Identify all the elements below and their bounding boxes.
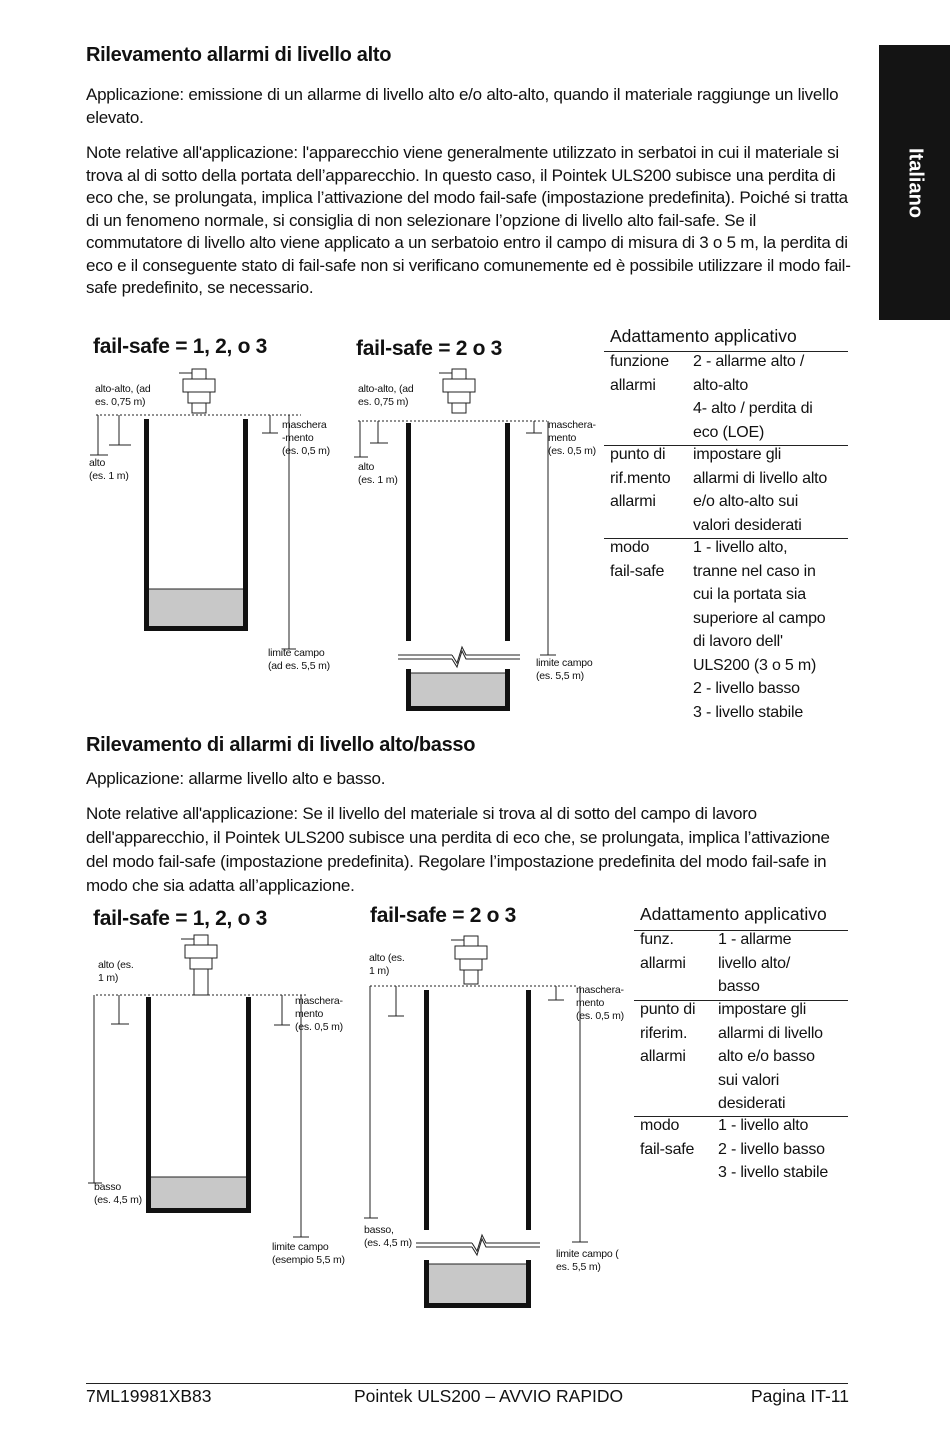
section2-note: Note relative all'applicazione: Se il livello del materiale si trova al di sotto del campo di lavoro dell'apparecchio, il Pointek ULS200 subisce una perdita di eco che, se prolungata, implica l’attivazione del modo fail-safe (impostazione predefinita). Regolare l’impostazione predefinita del modo fail-safe in modo che sia adatta all’applicazione.: [86, 804, 830, 895]
label-basso: basso, (es. 4,5 m): [364, 1224, 412, 1249]
label-alto-alto: alto-alto, (ad es. 0,75 m): [358, 383, 414, 408]
label-mascheramento: maschera- mento (es. 0,5 m): [576, 984, 624, 1022]
label-limite-campo: limite campo (esempio 5,5 m): [272, 1241, 345, 1266]
table2-row2-value: impostare gli allarmi di livello alto e/o basso sui valori desiderati: [718, 1001, 823, 1112]
section1-heading: Rilevamento allarmi di livello alto: [86, 44, 392, 66]
label-alto: alto (es. 1 m): [89, 457, 129, 482]
table1-title: Adattamento applicativo: [610, 326, 797, 346]
diagram-1a: [86, 333, 346, 713]
label-limite-campo: limite campo ( es. 5,5 m): [556, 1248, 619, 1273]
diagram-1b-title: fail-safe = 2 o 3: [356, 337, 503, 360]
table1-row1-key: funzione allarmi: [610, 353, 669, 394]
diagram-2b-title: fail-safe = 2 o 3: [370, 904, 517, 927]
diagram-1a-title: fail-safe = 1, 2, o 3: [93, 335, 268, 358]
section1-applicazione: Applicazione: emissione di un allarme di livello alto e/o alto-alto, quando il materiale raggiunge un livello elevato.: [86, 85, 839, 127]
footer-page-number: Pagina IT-11: [751, 1386, 849, 1406]
label-limite-campo: limite campo (es. 5,5 m): [536, 657, 593, 682]
table2-row3-key: modo fail-safe: [640, 1117, 695, 1158]
footer-title: Pointek ULS200 – AVVIO RAPIDO: [354, 1386, 624, 1406]
label-mascheramento: maschera- mento (es. 0,5 m): [548, 419, 596, 457]
diagram-2a: [86, 903, 356, 1283]
table2-row3-value: 1 - livello alto 2 - livello basso 3 - livello stabile: [718, 1117, 829, 1181]
table2-row2-key: punto di riferim. allarmi: [640, 1001, 696, 1065]
language-tab: [879, 45, 950, 320]
section2-heading: Rilevamento di allarmi di livello alto/basso: [86, 734, 476, 756]
table1-row2-key: punto di rif.mento allarmi: [610, 446, 671, 510]
table2-row1-key: funz. allarmi: [640, 931, 686, 972]
table1-row3-key: modo fail-safe: [610, 539, 665, 580]
footer-doc-code: 7ML19981XB83: [86, 1386, 212, 1406]
table2-title: Adattamento applicativo: [640, 904, 827, 924]
footer-rule: [86, 1383, 848, 1384]
table1-row1-value: 2 - allarme alto / alto-alto 4- alto / perdita di eco (LOE): [693, 353, 813, 441]
label-basso: basso (es. 4,5 m): [94, 1181, 142, 1206]
table1-row3-value: 1 - livello alto, tranne nel caso in cui la portata sia superiore al campo di lavoro dell' ULS200 (3 o 5 m) 2 - livello basso 3 - livello stabile: [693, 539, 826, 721]
label-alto-alto: alto-alto, (ad es. 0,75 m): [95, 383, 151, 408]
table1-row2-value: impostare gli allarmi di livello alto e/o alto-alto sui valori desiderati: [693, 446, 828, 534]
diagram-2b: [360, 900, 630, 1310]
diagram-2a-title: fail-safe = 1, 2, o 3: [93, 907, 268, 930]
language-tab-label: Italiano: [904, 147, 927, 219]
label-mascheramento: maschera -mento (es. 0,5 m): [282, 419, 330, 457]
label-alto: alto (es. 1 m): [98, 959, 134, 984]
label-mascheramento: maschera- mento (es. 0,5 m): [295, 995, 343, 1033]
diagram-1b: [352, 333, 602, 723]
label-alto: alto (es. 1 m): [358, 461, 398, 486]
label-limite-campo: limite campo (ad es. 5,5 m): [268, 647, 330, 672]
label-alto: alto (es. 1 m): [369, 952, 405, 977]
table2-row1-value: 1 - allarme livello alto/ basso: [718, 931, 792, 995]
section1-note: Note relative all'applicazione: l'apparecchio viene generalmente utilizzato in serbatoi in cui il materiale si trova al di sotto della portata dell’apparecchio. In questo caso, il Pointek ULS200 subisce una perdita di eco che, se prolungata, implica l’attivazione del modo fail-safe (impostazione predefinita). Poiché si tratta di un fenomeno normale, si consiglia di non selezionare l’opzione di livello alto fail-safe. Se il commutatore di livello alto viene applicato a un serbatoio entro il campo di misura di 3 o 5 m, la perdita di eco e il conseguente stato di fail-safe non si verificano comunemente ed è possibile utilizzare il modo fail-safe predefinito, se necessario.: [86, 143, 851, 297]
section2-applicazione: Applicazione: allarme livello alto e basso.: [86, 769, 386, 788]
